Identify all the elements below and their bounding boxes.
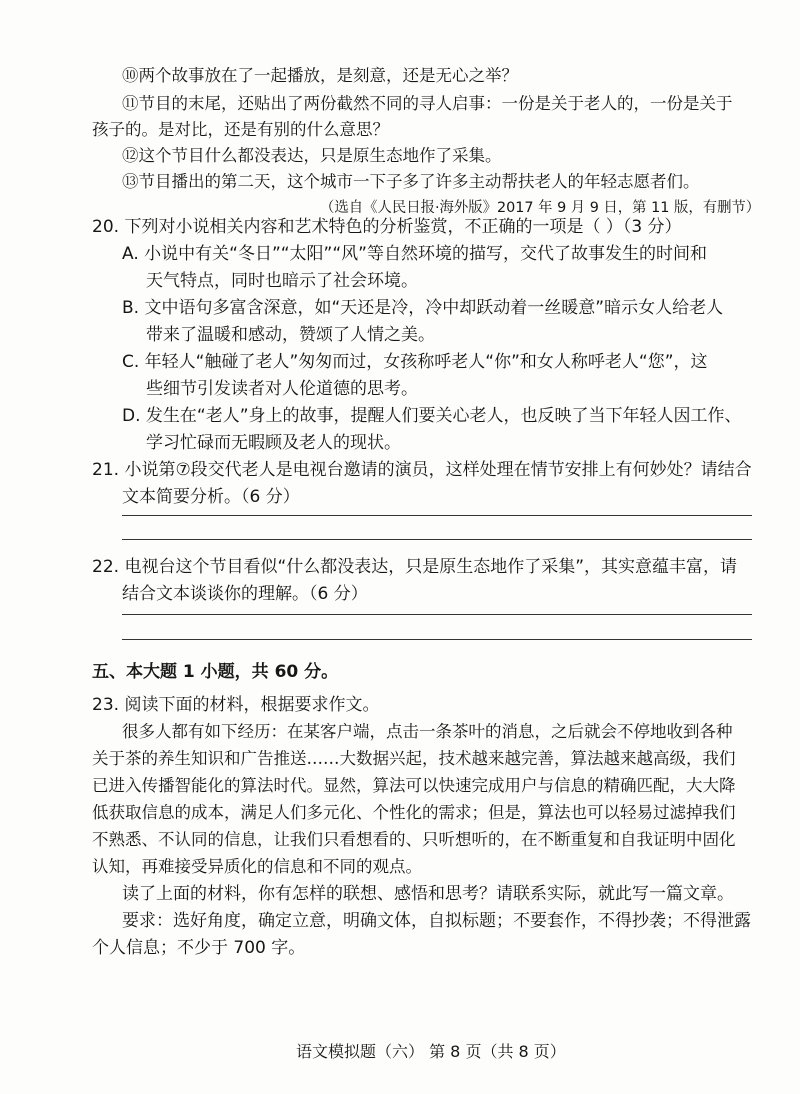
material-line: 关于茶的养生知识和广告推送……大数据兴起，技术越来越完善，算法越来越高级，我们 <box>92 749 736 768</box>
answer-line <box>122 515 752 516</box>
requirement-line: 个人信息；不少于 700 字。 <box>92 938 306 958</box>
q22-stem: 22. 电视台这个节目看似“什么都没表达，只是原生态地作了采集”，其实意蕴丰富，请 <box>92 557 738 577</box>
material-line: 低获取信息的成本，满足人们多元化、个性化的需求；但是，算法也可以轻易过滤掉我们 <box>92 803 736 822</box>
q20-option-c: C. 年轻人“触碰了老人”匆匆而过，女孩称呼老人“你”和女人称呼老人“您”，这 <box>122 352 708 372</box>
q20-option-c-cont: 些细节引发读者对人伦道德的思考。 <box>146 379 418 399</box>
answer-line <box>122 614 752 615</box>
story-paragraph-11: ⑪节目的末尾，还贴出了两份截然不同的寻人启事：一份是关于老人的，一份是关于 <box>122 94 733 113</box>
q20-stem: 20. 下列对小说相关内容和艺术特色的分析鉴赏，不正确的一项是（ ）（3 分） <box>92 217 682 237</box>
story-paragraph-10: ⑩两个故事放在了一起播放，是刻意，还是无心之举？ <box>122 66 518 85</box>
story-source: （选自《人民日报·海外版》2017 年 9 月 9 日，第 11 版，有删节） <box>320 200 761 216</box>
story-paragraph-12: ⑫这个节目什么都没表达，只是原生态地作了采集。 <box>122 146 502 165</box>
q20-option-b-cont: 带来了温暖和感动，赞颂了人情之美。 <box>146 325 435 345</box>
q20-option-b: B. 文中语句多富含深意，如“天还是冷，冷中却跃动着一丝暖意”暗示女人给老人 <box>122 298 724 318</box>
q21-stem: 21. 小说第⑦段交代老人是电视台邀请的演员，这样处理在情节安排上有何妙处？请结合 <box>92 460 752 480</box>
page-footer: 语文模拟题（六） 第 8 页（共 8 页） <box>296 1042 566 1061</box>
q20-option-d-cont: 学习忙碌而无暇顾及老人的现状。 <box>146 433 401 453</box>
requirement-line: 读了上面的材料，你有怎样的联想、感悟和思考？请联系实际，就此写一篇文章。 <box>122 884 734 904</box>
material-line: 不熟悉、不认同的信息，让我们只看想看的、只听想听的，在不断重复和自我证明中固化 <box>92 830 736 849</box>
requirement-line: 要求：选好角度，确定立意，明确文体，自拟标题；不要套作，不得抄袭；不得泄露 <box>122 911 751 931</box>
section-heading: 五、本大题 1 小题，共 60 分。 <box>92 662 339 682</box>
answer-line <box>122 539 752 540</box>
story-paragraph-13: ⑬节目播出的第二天，这个城市一下子多了许多主动帮扶老人的年轻志愿者们。 <box>122 172 700 191</box>
q20-option-d: D. 发生在“老人”身上的故事，提醒人们要关心老人，也反映了当下年轻人因工作、 <box>122 406 742 426</box>
material-line: 认知，再难接受异质化的信息和不同的观点。 <box>92 857 422 876</box>
q22-stem-cont: 结合文本谈谈你的理解。（6 分） <box>122 584 368 604</box>
answer-line <box>122 639 752 640</box>
q20-option-a-cont: 天气特点，同时也暗示了社会环境。 <box>146 271 418 291</box>
story-paragraph-11-cont: 孩子的。是对比，还是有别的什么意思？ <box>92 120 389 139</box>
material-line: 很多人都有如下经历：在某客户端，点击一条茶叶的消息，之后就会不停地收到各种 <box>122 722 733 741</box>
q20-option-a: A. 小说中有关“冬日”“太阳”“风”等自然环境的描写，交代了故事发生的时间和 <box>122 244 707 264</box>
q21-stem-cont: 文本简要分析。（6 分） <box>122 487 300 507</box>
q23-stem: 23. 阅读下面的材料，根据要求作文。 <box>92 695 380 715</box>
material-line: 已进入传播智能化的算法时代。显然，算法可以快速完成用户与信息的精确匹配，大大降 <box>92 776 736 795</box>
